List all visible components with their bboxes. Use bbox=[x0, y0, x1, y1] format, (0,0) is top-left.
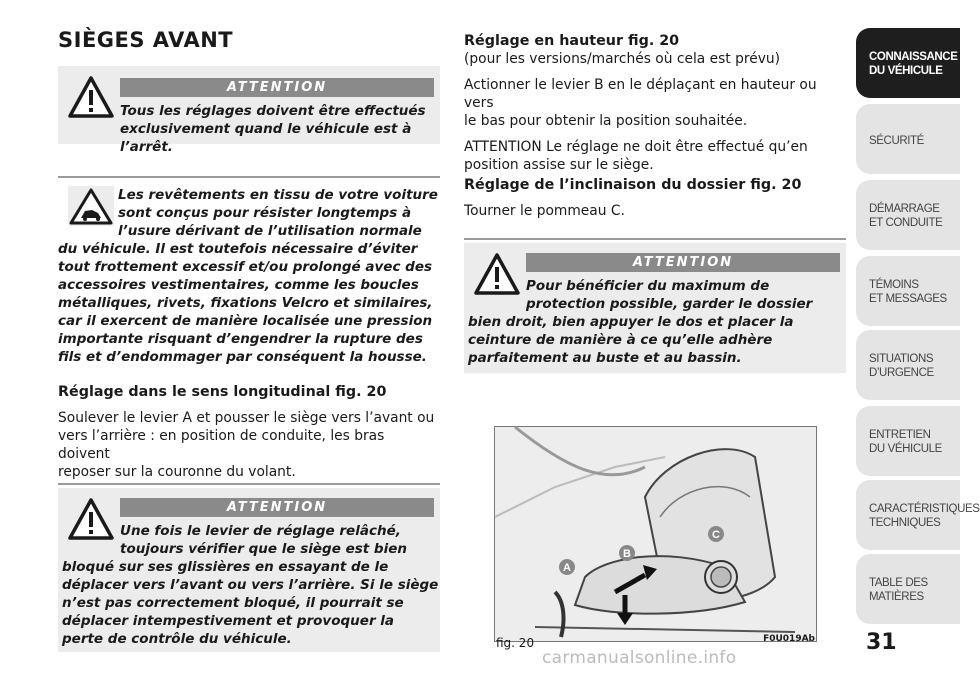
separator bbox=[58, 176, 440, 178]
warning-line: métalliques, rivets, fixations Velcro et similaires, bbox=[58, 295, 433, 311]
warning-line: car il exercent de manière localisée une pression bbox=[58, 313, 433, 329]
tab-urgence[interactable]: SITUATIONS D’URGENCE bbox=[856, 330, 960, 400]
section-heading: Réglage en hauteur fig. 20 bbox=[464, 33, 680, 49]
warning-box-posture bbox=[464, 243, 846, 373]
watermark: carmanualsonline.info bbox=[542, 648, 737, 668]
warning-text bbox=[58, 522, 440, 648]
warning-triangle-icon bbox=[68, 76, 114, 118]
warning-line: importante risquant d’engendrer la rupture des bbox=[58, 331, 423, 347]
page-title: SIÈGES AVANT bbox=[58, 28, 234, 52]
warning-line: déplacer intempestivement et provoquer la bbox=[62, 613, 395, 629]
tab-table-matieres[interactable]: TABLE DES MATIÈRES bbox=[856, 554, 960, 624]
attention-banner: ATTENTION bbox=[120, 498, 434, 517]
tab-caracteristiques[interactable]: CARACTÉRISTIQUES TECHNIQUES bbox=[856, 480, 960, 550]
warning-line: parfaitement au buste et au bassin. bbox=[468, 350, 742, 366]
warning-line: exclusivement quand le véhicule est à l’arrêt. bbox=[120, 121, 412, 155]
attention-banner: ATTENTION bbox=[526, 253, 840, 272]
warning-line: bien droit, bien appuyer le dos et placer la bbox=[468, 314, 794, 330]
label-b: B bbox=[623, 548, 631, 560]
text-line: Tourner le pommeau C. bbox=[464, 203, 625, 219]
text-line: ATTENTION Le réglage ne doit être effectué qu’en bbox=[464, 139, 808, 155]
section-heading: Réglage de l’inclinaison du dossier fig. 20 bbox=[464, 177, 802, 193]
text-line: reposer sur la couronne du volant. bbox=[58, 464, 296, 480]
warning-line: l’usure dérivant de l’utilisation normale bbox=[118, 223, 422, 239]
text-line: Soulever le levier A et pousser le siège vers l’avant ou bbox=[58, 410, 435, 426]
separator bbox=[58, 483, 440, 485]
warning-line: Pour bénéficier du maximum de bbox=[526, 278, 770, 294]
attention-banner: ATTENTION bbox=[120, 78, 434, 97]
tab-securite[interactable]: SÉCURITÉ bbox=[856, 104, 960, 174]
warning-line: Une fois le levier de réglage relâché, bbox=[120, 523, 401, 539]
text-line: le bas pour obtenir la position souhaitée. bbox=[464, 113, 748, 129]
warning-line: du véhicule. Il est toutefois nécessaire d’éviter bbox=[58, 241, 418, 257]
tab-entretien[interactable]: ENTRETIEN DU VÉHICULE bbox=[856, 406, 960, 476]
section-hauteur bbox=[464, 32, 844, 182]
warning-line: Tous les réglages doivent être effectués bbox=[120, 103, 426, 119]
tab-demarrage[interactable]: DÉMARRAGE ET CONDUITE bbox=[856, 180, 960, 250]
warning-line: Les revêtements en tissu de votre voiture bbox=[118, 187, 438, 203]
label-c: C bbox=[712, 529, 720, 541]
warning-line: toujours vérifier que le siège est bien bbox=[120, 541, 407, 557]
section-longitudinal bbox=[58, 383, 440, 481]
warning-line: déplacer vers l’avant ou vers l’arrière. Si le siège bbox=[62, 577, 439, 593]
tab-temoins[interactable]: TÉMOINS ET MESSAGES bbox=[856, 256, 960, 326]
warning-box-stopped bbox=[58, 66, 440, 155]
warning-text bbox=[120, 102, 436, 156]
page-number: 31 bbox=[866, 630, 897, 655]
section-heading: Réglage dans le sens longitudinal fig. 20 bbox=[58, 384, 387, 400]
seat-figure bbox=[494, 426, 817, 642]
label-a: A bbox=[563, 562, 571, 574]
warning-text bbox=[58, 186, 440, 366]
text-line: (pour les versions/marchés où cela est prévu) bbox=[464, 51, 781, 67]
text-line: position assise sur le siège. bbox=[464, 157, 654, 173]
warning-line: bloqué sur ses glissières en essayant de le bbox=[62, 559, 389, 575]
seat-illustration bbox=[495, 427, 816, 641]
warning-line: sont conçus pour résister longtemps à bbox=[118, 205, 412, 221]
warning-line: protection possible, garder le dossier bbox=[526, 296, 813, 312]
figure-code: F0U019Ab bbox=[763, 634, 815, 644]
warning-line: ceinture de manière à ce qu’elle adhère bbox=[468, 332, 773, 348]
text-line: Actionner le levier B en le déplaçant en hauteur ou vers bbox=[464, 77, 817, 111]
section-inclinaison bbox=[464, 176, 844, 220]
text-line: vers l’arrière : en position de conduite, les bras doivent bbox=[58, 428, 385, 462]
warning-text bbox=[464, 277, 846, 367]
warning-line: fils et d’endommager par conséquent la housse. bbox=[58, 349, 427, 365]
warning-box-fabric bbox=[58, 180, 440, 370]
warning-box-lever bbox=[58, 488, 440, 652]
warning-line: perte de contrôle du véhicule. bbox=[62, 631, 292, 647]
warning-line: n’est pas correctement bloqué, il pourrait se bbox=[62, 595, 404, 611]
warning-line: tout frottement excessif et/ou prolongé avec des bbox=[58, 259, 433, 275]
warning-line: accessoires vestimentaires, comme les boucles bbox=[58, 277, 419, 293]
tab-connaissance[interactable]: CONNAISSANCE DU VÉHICULE bbox=[856, 28, 960, 98]
separator bbox=[464, 238, 846, 240]
figure-number: fig. 20 bbox=[496, 636, 535, 650]
